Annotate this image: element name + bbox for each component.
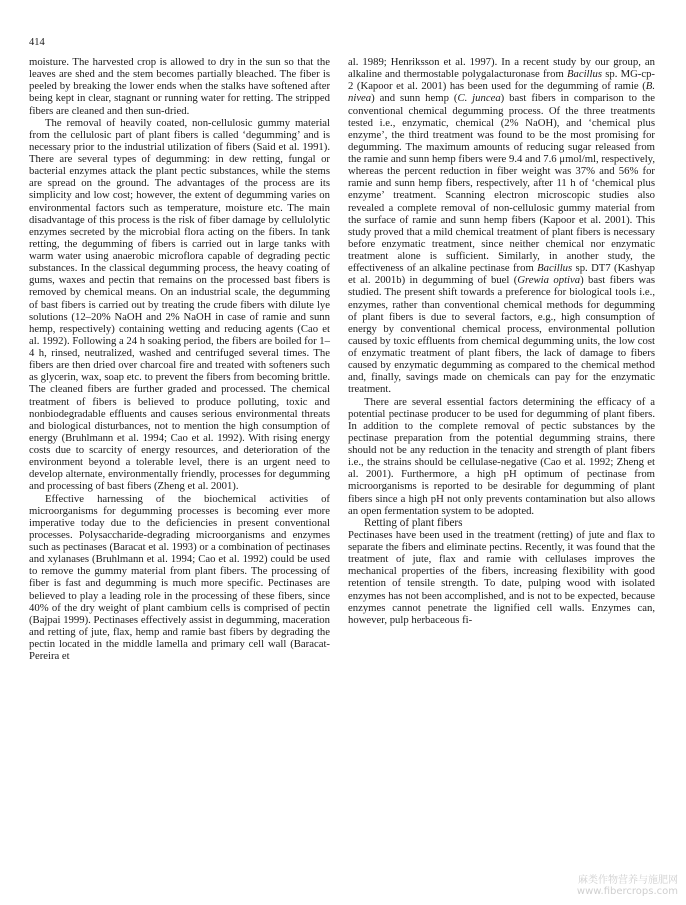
text-run: ) and sunn hemp ( [371,92,458,105]
right-paragraph-2: There are several essential factors determining the efficacy of a potential pectinase producer to be used for degumming of plant fibers. In addition to the complete removal of pectic substances by the pectinase preparation from the potential degumming strains, there should not be any reduction in the tenacity and strength of plant fibers i.e., the strains should be cellulase-negative (Cao et al. 1992; Zheng et al. 2001). Furthermore, a high pH optimum of pectinase from microorganisms is reported to be desirable for degumming of plant fibers since a high pH not only prevents contamination but also allows an open fermentation system to be adopted. [348,395,655,517]
section-heading: Retting of plant fibers [364,516,463,529]
page-number: 414 [29,37,45,48]
text-run: ) bast fibers in comparison to the conventional chemical degumming process. Of the three treatments tested i.e., enzymatic, chemical (2% NaOH), and ‘chemical plus enzyme’, the third treatment was found to be the most promising for degumming. The maximum amounts of reducing sugar released from the ramie and sunn hemp fibers were 9.4 and 7.6 μmol/ml, respectively, whereas the percent reduction in fiber weight was 37% and 56% for ramie and sunn hemp fibers, respectively, after 11 h of ‘chemical plus enzyme’ treatment. Scanning electron microscopic studies also revealed a complete removal of non-cellulosic gummy material from the surface of ramie and sunn hemp fibers (Kapoor et al. 2001). This study proved that a mild chemical treatment of plant fibers is necessary before enzymatic treatment, since neither chemical nor enzymatic treatment alone is sufficient. Similarly, in another study, the effectiveness of an alkaline pectinase from [348,92,656,275]
italic-run: Grewia optiva [517,274,581,287]
right-column [348,56,655,626]
italic-run: B. nivea [348,80,655,105]
left-paragraph-2: The removal of heavily coated, non-cellulosic gummy material from the cellulosic part of plant fibers is called ‘degumming’ and is necessary prior to the industrial utilization of fibers (Said et al. 1991). There are several types of degumming: in dew retting, fungal or bacterial enzymes attack the plant pectic substances, while the stems are spread on the ground. The advantages of the process are its simplicity and low cost; however, the extent of degumming varies on environmental factors such as temperature, moisture etc. The main disadvantage of this process is the risk of fiber damage by cellulolytic enzymes secreted by the microbial flora acting on the fibers. In tank retting, the degumming of fibers is carried out in large tanks with warm water using anaerobic microflora capable of degrading pectic substances. In the classical degumming process, the heavy coating of gums, waxes and pectin that remains on the processed bast fibers is removed by chemical means. On an industrial scale, the degumming of bast fibers is carried out by treating the crude fibers with dilute lye solutions (12–20% NaOH and 2% NaOH in case of ramie and sunn hemp, respectively) containing wetting and reducing agents (Cao et al. 1992). Following a 24 h soaking period, the fibers are boiled for 1–4 h, rinsed, neutralized, washed and centrifuged several times. The fibers are then dried over charcoal fire and treated with softeners such as glycerin, wax, soap etc. to prevent the fibers from becoming brittle. The cleaned fibers are further graded and processed. The chemical treatment of fibers is believed to produce polluting, toxic and nonbiodegradable effluents and causes serious environmental threats and biological disturbances, not to mention the high consumption of energy (Bruhlmann et al. 1994; Cao et al. 1992). With rising energy costs due to scarcity of energy resources, and deterioration of the environment beyond a tolerable level, there is an urgent need to develop alternate, environmentally friendly, processes for degumming and processing of bast fibers (Zheng et al. 2001). [29,116,330,493]
italic-run: Bacillus [537,262,573,275]
watermark [577,875,678,897]
text-run: sp. MG-cp-2 (Kapoor et al. 2001) has been used for the degumming of ramie ( [348,68,655,93]
right-paragraph-1 [348,56,655,396]
left-column [29,56,330,662]
watermark-line-1: 麻类作物营养与施肥网 [578,875,678,886]
left-paragraph-3: Effective harnessing of the biochemical activities of microorganisms for degumming processes is becoming ever more imperative today due to the deficiencies in present conventional processes. Polysaccharide-degrading microorganisms and enzymes such as pectinases (Baracat et al. 1993) or a combination of pectinases and xylanases (Bruhlmann et al. 1994; Cao et al. 1992) could be used to remove the gummy material from plant fibers. The processing of fiber is fast and degumming is much more specific. Pectinases are believed to play a leading role in the processing of these fibers, since 40% of the dry weight of plant cambium cells is comprised of pectin (Bajpai 1999). Pectinases effectively assist in degumming, maceration and retting of jute, flax, hemp and ramie bast fibers by degrading the pectin located in the middle lamella and primary cell wall (Baracat-Pereira et [29,492,330,663]
left-paragraph-1: moisture. The harvested crop is allowed to dry in the sun so that the leaves are shed and the stem becomes partially bleached. The fiber is peeled by breaking the lower ends when the stalks have softened after being kept in clear, stagnant or running water for retting. The stripped fibers are cleaned and then sun-dried. [29,56,330,117]
italic-run: Bacillus [566,68,602,81]
text-run: al. 1989; Henriksson et al. 1997). In a recent study by our group, an alkaline and thermostable polygalacturonase from [348,56,655,81]
text-run: sp. DT7 (Kashyap et al. 2001b) in degumming of buel ( [348,262,655,287]
text-run: ) bast fibers was studied. The present shift towards a preference for biological tools i.e., enzymes, rather than conventional chemical methods for degumming of plant fibers is due to several factors, e.g., high consumption of energy by conventional chemical process, environmental pollution caused by toxic effluents from chemical degumming units, the low cost of enzymatic treatment of plant fibers, the lack of damage to fibers caused by enzymatic degumming as compared to the chemical method and, finally, savings made on chemicals can pay for the enzymatic treatment. [348,274,656,396]
watermark-line-2: www.fibercrops.com [576,886,678,897]
right-paragraph-3: Pectinases have been used in the treatment (retting) of jute and flax to separate the fibers and eliminate pectins. Recently, it was found that the treatment of jute, flax and ramie with cellulases improves the mechanical properties of the fibers, increasing flexibility with good retention of tensile strength. To date, pulping wood with isolated enzymes has not been accomplished, and is not to be expected, because enzymes cannot penetrate the lignified cell walls. Enzymes can, however, pulp herbaceous fi- [348,528,655,626]
italic-run: C. juncea [457,92,501,105]
